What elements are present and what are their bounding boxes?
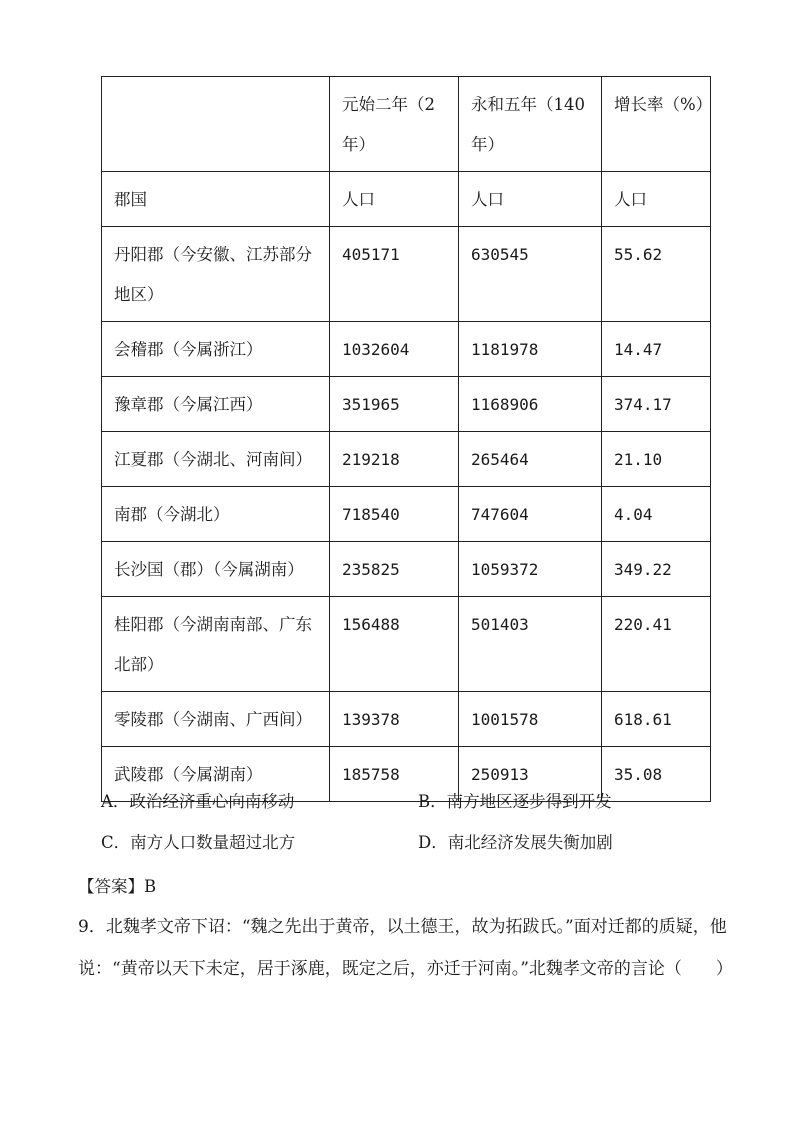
cell-population-year-2: 156488 [330, 597, 459, 692]
cell-population-year-2: 235825 [330, 542, 459, 597]
cell-growth-rate: 618.61 [602, 692, 711, 747]
header-cell-year-140: 永和五年（140年） [459, 77, 602, 172]
cell-commandery: 江夏郡（今湖北、河南间） [102, 432, 330, 487]
cell-growth-rate: 4.04 [602, 487, 711, 542]
header-row [102, 77, 711, 172]
subheader-population: 人口 [602, 172, 711, 227]
table-row [102, 542, 711, 597]
cell-commandery: 会稽郡（今属浙江） [102, 322, 330, 377]
cell-commandery: 丹阳郡（今安徽、江苏部分地区） [102, 227, 330, 322]
cell-commandery: 武陵郡（今属湖南） [102, 747, 330, 802]
cell-population-year-140: 747604 [459, 487, 602, 542]
option-d[interactable]: D．南北经济发展失衡加剧 [418, 833, 613, 852]
subheader-row [102, 172, 711, 227]
table-row [102, 692, 711, 747]
cell-population-year-2: 185758 [330, 747, 459, 802]
cell-population-year-140: 1059372 [459, 542, 602, 597]
header-cell-empty [102, 77, 330, 172]
table-row [102, 227, 711, 322]
cell-commandery: 豫章郡（今属江西） [102, 377, 330, 432]
header-cell-growth-rate: 增长率（%） [602, 77, 711, 172]
question-9-text: 9．北魏孝文帝下诏：“魏之先出于黄帝，以土德王，故为拓跋氏。”面对迁都的质疑，他说：“黄帝以天下未定，居于涿鹿，既定之后，亦迁于河南。”北魏孝文帝的言论（ ） [78, 917, 733, 979]
header-cell-year-2: 元始二年（2年） [330, 77, 459, 172]
table-row [102, 487, 711, 542]
cell-commandery: 桂阳郡（今湖南南部、广东北部） [102, 597, 330, 692]
cell-commandery: 零陵郡（今湖南、广西间） [102, 692, 330, 747]
subheader-commandery: 郡国 [102, 172, 330, 227]
option-a[interactable]: A．政治经济重心向南移动 [101, 792, 295, 811]
table-row [102, 597, 711, 692]
cell-commandery: 长沙国（郡）（今属湖南） [102, 542, 330, 597]
cell-commandery: 南郡（今湖北） [102, 487, 330, 542]
cell-growth-rate: 55.62 [602, 227, 711, 322]
option-c[interactable]: C．南方人口数量超过北方 [101, 833, 296, 852]
option-b[interactable]: B．南方地区逐步得到开发 [418, 792, 612, 811]
cell-population-year-140: 501403 [459, 597, 602, 692]
cell-growth-rate: 14.47 [602, 322, 711, 377]
table-row [102, 377, 711, 432]
cell-population-year-140: 1168906 [459, 377, 602, 432]
cell-population-year-2: 139378 [330, 692, 459, 747]
cell-population-year-2: 405171 [330, 227, 459, 322]
cell-population-year-2: 219218 [330, 432, 459, 487]
cell-growth-rate: 21.10 [602, 432, 711, 487]
cell-growth-rate: 349.22 [602, 542, 711, 597]
subheader-population: 人口 [330, 172, 459, 227]
cell-population-year-140: 265464 [459, 432, 602, 487]
cell-population-year-140: 1001578 [459, 692, 602, 747]
cell-population-year-2: 351965 [330, 377, 459, 432]
table-row [102, 322, 711, 377]
cell-population-year-140: 1181978 [459, 322, 602, 377]
cell-population-year-2: 1032604 [330, 322, 459, 377]
table-row [102, 432, 711, 487]
cell-population-year-2: 718540 [330, 487, 459, 542]
answer-label: 【答案】B [78, 877, 157, 896]
subheader-population: 人口 [459, 172, 602, 227]
cell-population-year-140: 630545 [459, 227, 602, 322]
cell-growth-rate: 35.08 [602, 747, 711, 802]
cell-growth-rate: 374.17 [602, 377, 711, 432]
cell-population-year-140: 250913 [459, 747, 602, 802]
population-table [101, 76, 711, 802]
cell-growth-rate: 220.41 [602, 597, 711, 692]
